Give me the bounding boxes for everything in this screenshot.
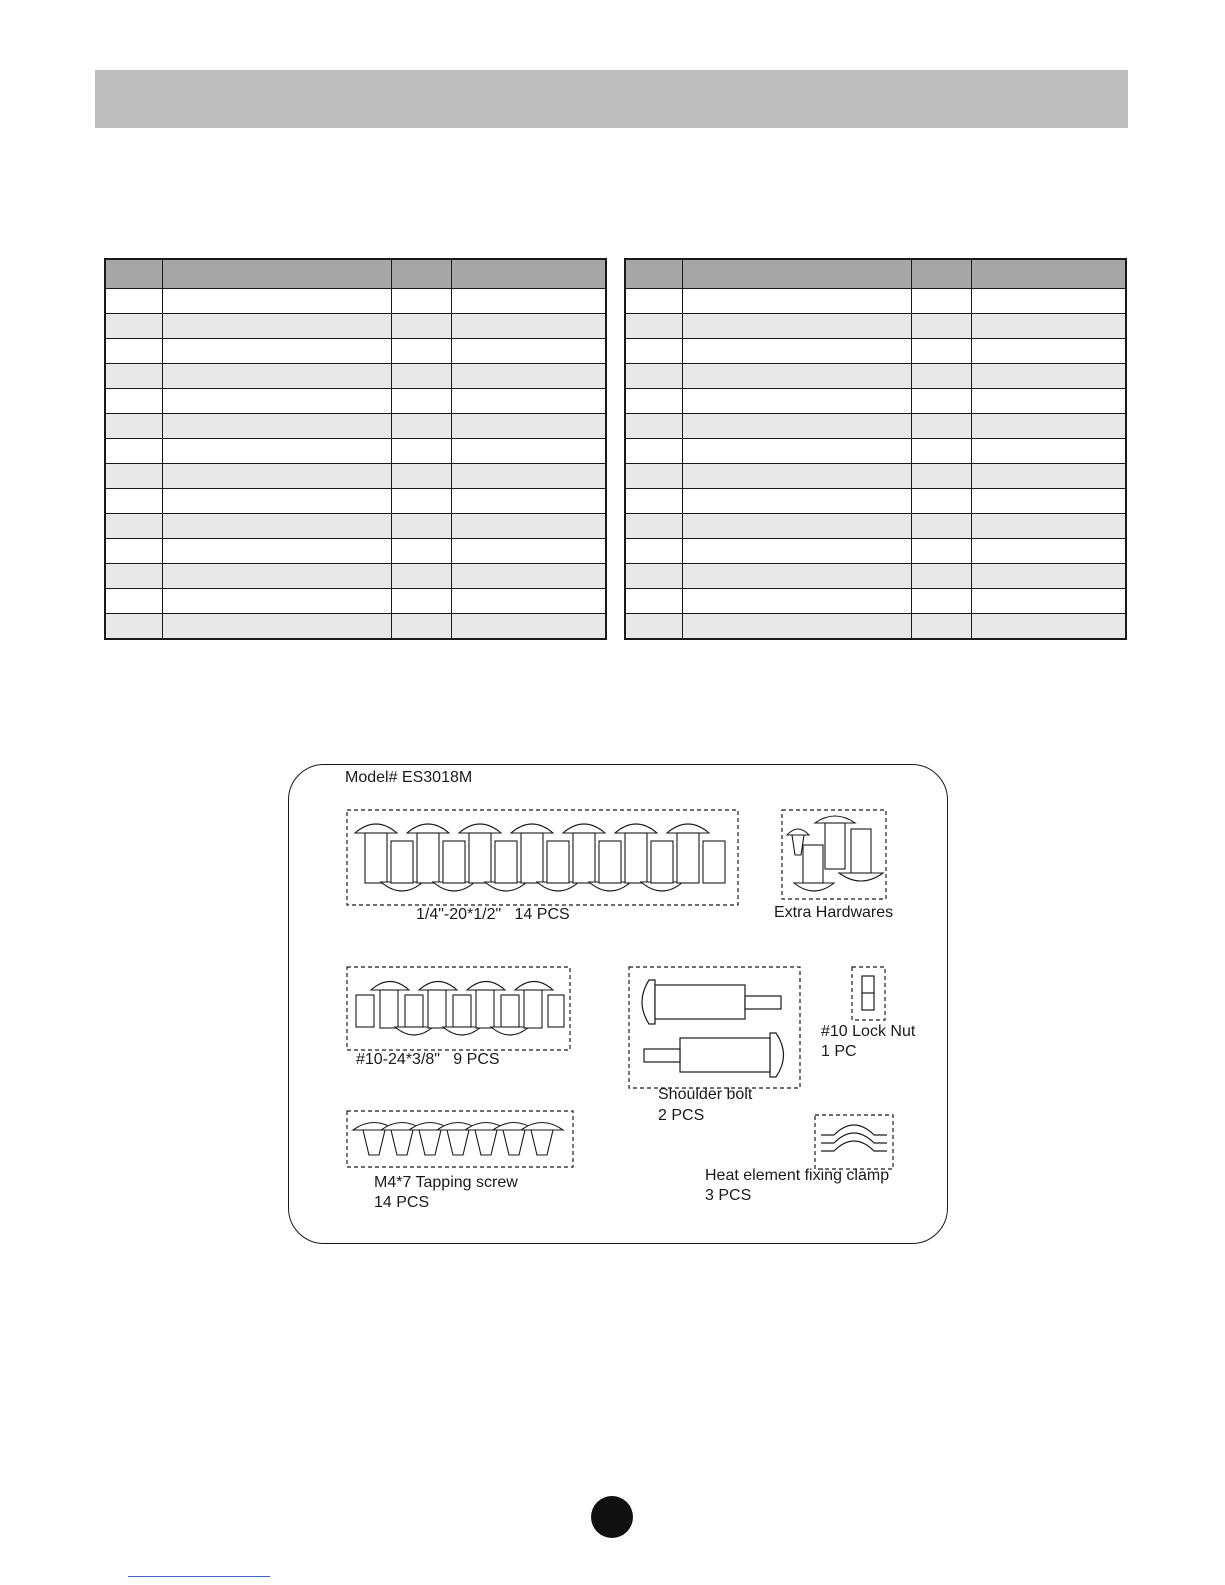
shoulder-bolt-qty: 2 PCS (658, 1107, 705, 1124)
lock-nut-qty: 1 PC (821, 1043, 857, 1060)
clamp-qty: 3 PCS (705, 1187, 752, 1204)
clamp-box (815, 1115, 893, 1169)
page-number-dot (591, 1496, 633, 1538)
shoulder-bolt-name: Shoulder bolt (658, 1086, 753, 1103)
footer-link-underline (128, 1576, 270, 1577)
clamp-icon (821, 1125, 887, 1151)
tapping-screw-icon (353, 1123, 563, 1156)
tapping-screw-qty: 14 PCS (374, 1194, 430, 1211)
clamp-name: Heat element fixing clamp (705, 1167, 890, 1184)
parts-table-left (104, 258, 607, 640)
bolt-quarter-spec: 1/4"-20*1/2" 14 PCS (416, 906, 570, 923)
section-header-bar (95, 70, 1128, 128)
hardware-pack-card (288, 764, 948, 1244)
shoulder-bolt-icon (642, 980, 784, 1077)
parts-table-right (624, 258, 1127, 640)
model-label: Model# ES3018M (345, 769, 473, 786)
bolt-10-24-icon (356, 982, 564, 1036)
lock-nut-name: #10 Lock Nut (821, 1023, 916, 1040)
tapping-screw-name: M4*7 Tapping screw (374, 1174, 518, 1191)
lock-nut-icon (862, 976, 874, 1010)
extra-hardware-icon (787, 816, 883, 891)
bolt-10-24-spec: #10-24*3/8" 9 PCS (356, 1051, 500, 1068)
extra-hardware-label: Extra Hardwares (774, 904, 894, 921)
bolt-quarter-icon (355, 824, 725, 891)
